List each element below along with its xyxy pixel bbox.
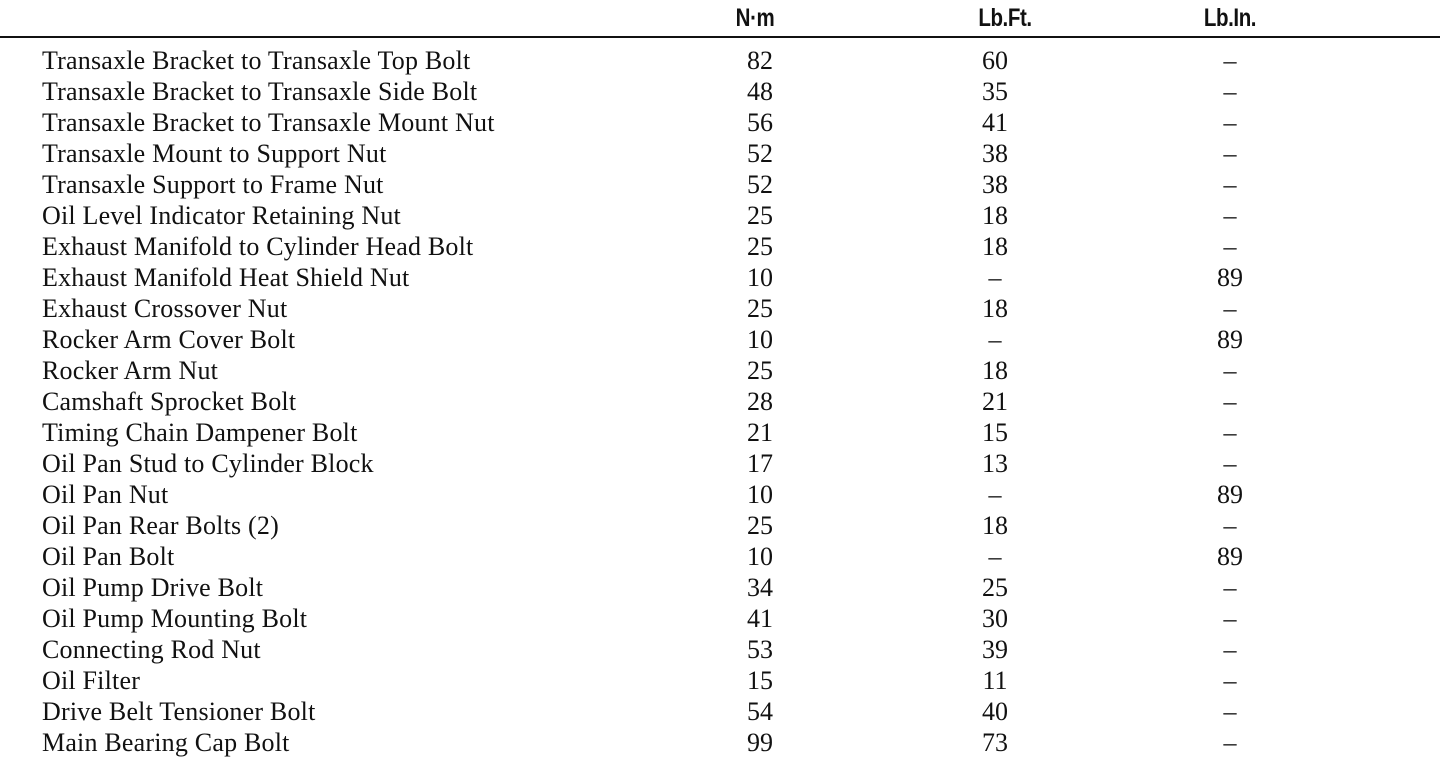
spec-cell: Timing Chain Dampener Bolt xyxy=(42,418,358,447)
nm-cell: 25 xyxy=(747,294,773,323)
spec-cell: Transaxle Mount to Support Nut xyxy=(42,139,387,168)
lbin-cell: – xyxy=(1223,232,1237,261)
spec-cell: Rocker Arm Cover Bolt xyxy=(42,325,296,354)
column-header-nm: N·m xyxy=(735,4,775,32)
lbin-cell: 89 xyxy=(1217,263,1243,292)
header-divider xyxy=(0,36,1440,38)
spec-cell: Oil Pan Bolt xyxy=(42,542,175,571)
table-row xyxy=(0,324,1440,355)
lbft-cell: 21 xyxy=(982,387,1008,416)
table-row xyxy=(0,169,1440,200)
spec-cell: Transaxle Bracket to Transaxle Top Bolt xyxy=(42,46,471,75)
lbin-cell: – xyxy=(1223,201,1237,230)
nm-cell: 25 xyxy=(747,232,773,261)
lbin-cell: – xyxy=(1223,170,1237,199)
spec-cell: Oil Pan Stud to Cylinder Block xyxy=(42,449,374,478)
table-row xyxy=(0,541,1440,572)
nm-cell: 99 xyxy=(747,728,773,757)
spec-cell: Connecting Rod Nut xyxy=(42,635,261,664)
spec-cell: Transaxle Bracket to Transaxle Side Bolt xyxy=(42,77,478,106)
table-row xyxy=(0,138,1440,169)
lbin-cell: – xyxy=(1223,356,1237,385)
table-row xyxy=(0,386,1440,417)
lbin-cell: – xyxy=(1223,108,1237,137)
nm-cell: 82 xyxy=(747,46,773,75)
lbft-cell: 38 xyxy=(982,170,1008,199)
lbft-cell: 11 xyxy=(982,666,1008,695)
lbin-cell: – xyxy=(1223,294,1237,323)
lbin-cell: – xyxy=(1223,635,1237,664)
spec-cell: Exhaust Crossover Nut xyxy=(42,294,288,323)
lbft-cell: 40 xyxy=(982,697,1008,726)
lbin-cell: – xyxy=(1223,666,1237,695)
table-row xyxy=(0,107,1440,138)
lbin-cell: 89 xyxy=(1217,325,1243,354)
nm-cell: 52 xyxy=(747,170,773,199)
lbin-cell: – xyxy=(1223,728,1237,757)
table-row xyxy=(0,417,1440,448)
lbft-cell: 38 xyxy=(982,139,1008,168)
lbin-cell: – xyxy=(1223,697,1237,726)
lbft-cell: 41 xyxy=(982,108,1008,137)
table-row xyxy=(0,45,1440,76)
lbft-cell: 18 xyxy=(982,356,1008,385)
lbft-cell: – xyxy=(988,542,1002,571)
lbin-cell: – xyxy=(1223,449,1237,478)
table-row xyxy=(0,572,1440,603)
lbft-cell: 18 xyxy=(982,294,1008,323)
nm-cell: 10 xyxy=(747,325,773,354)
spec-cell: Oil Level Indicator Retaining Nut xyxy=(42,201,401,230)
nm-cell: 25 xyxy=(747,511,773,540)
table-row xyxy=(0,727,1440,758)
spec-cell: Drive Belt Tensioner Bolt xyxy=(42,697,316,726)
nm-cell: 56 xyxy=(747,108,773,137)
lbin-cell: – xyxy=(1223,139,1237,168)
table-row xyxy=(0,510,1440,541)
nm-cell: 10 xyxy=(747,263,773,292)
lbft-cell: 30 xyxy=(982,604,1008,633)
column-header-lbin: Lb.In. xyxy=(1203,4,1257,32)
lbft-cell: 18 xyxy=(982,232,1008,261)
nm-cell: 25 xyxy=(747,201,773,230)
table-row xyxy=(0,665,1440,696)
spec-cell: Exhaust Manifold to Cylinder Head Bolt xyxy=(42,232,474,261)
nm-cell: 41 xyxy=(747,604,773,633)
spec-cell: Oil Pan Rear Bolts (2) xyxy=(42,511,279,540)
nm-cell: 28 xyxy=(747,387,773,416)
lbft-cell: 15 xyxy=(982,418,1008,447)
spec-cell: Main Bearing Cap Bolt xyxy=(42,728,290,757)
spec-cell: Oil Pump Mounting Bolt xyxy=(42,604,308,633)
nm-cell: 17 xyxy=(747,449,773,478)
nm-cell: 15 xyxy=(747,666,773,695)
spec-cell: Oil Pan Nut xyxy=(42,480,169,509)
nm-cell: 21 xyxy=(747,418,773,447)
lbft-cell: 35 xyxy=(982,77,1008,106)
column-header-lbft: Lb.Ft. xyxy=(978,4,1032,32)
lbft-cell: 13 xyxy=(982,449,1008,478)
table-row xyxy=(0,479,1440,510)
lbin-cell: 89 xyxy=(1217,542,1243,571)
spec-cell: Transaxle Support to Frame Nut xyxy=(42,170,384,199)
table-row xyxy=(0,448,1440,479)
spec-cell: Transaxle Bracket to Transaxle Mount Nut xyxy=(42,108,495,137)
spec-cell: Oil Filter xyxy=(42,666,141,695)
lbin-cell: – xyxy=(1223,418,1237,447)
lbft-cell: – xyxy=(988,325,1002,354)
lbin-cell: – xyxy=(1223,511,1237,540)
lbft-cell: – xyxy=(988,480,1002,509)
table-row xyxy=(0,200,1440,231)
spec-cell: Rocker Arm Nut xyxy=(42,356,219,385)
nm-cell: 34 xyxy=(747,573,773,602)
lbft-cell: – xyxy=(988,263,1002,292)
lbft-cell: 18 xyxy=(982,511,1008,540)
table-row xyxy=(0,76,1440,107)
lbft-cell: 73 xyxy=(982,728,1008,757)
lbft-cell: 39 xyxy=(982,635,1008,664)
lbin-cell: – xyxy=(1223,387,1237,416)
table-header xyxy=(0,0,1440,46)
spec-cell: Camshaft Sprocket Bolt xyxy=(42,387,297,416)
nm-cell: 10 xyxy=(747,542,773,571)
lbft-cell: 60 xyxy=(982,46,1008,75)
table-row xyxy=(0,603,1440,634)
lbft-cell: 18 xyxy=(982,201,1008,230)
nm-cell: 53 xyxy=(747,635,773,664)
table-row xyxy=(0,355,1440,386)
table-row xyxy=(0,634,1440,665)
nm-cell: 10 xyxy=(747,480,773,509)
lbin-cell: – xyxy=(1223,77,1237,106)
lbin-cell: – xyxy=(1223,573,1237,602)
lbin-cell: – xyxy=(1223,46,1237,75)
table-row xyxy=(0,231,1440,262)
table-row xyxy=(0,696,1440,727)
table-row xyxy=(0,293,1440,324)
spec-cell: Exhaust Manifold Heat Shield Nut xyxy=(42,263,410,292)
lbft-cell: 25 xyxy=(982,573,1008,602)
nm-cell: 48 xyxy=(747,77,773,106)
nm-cell: 54 xyxy=(747,697,773,726)
spec-cell: Oil Pump Drive Bolt xyxy=(42,573,264,602)
nm-cell: 52 xyxy=(747,139,773,168)
lbin-cell: – xyxy=(1223,604,1237,633)
lbin-cell: 89 xyxy=(1217,480,1243,509)
table-row xyxy=(0,262,1440,293)
nm-cell: 25 xyxy=(747,356,773,385)
torque-table-body xyxy=(0,45,1440,758)
